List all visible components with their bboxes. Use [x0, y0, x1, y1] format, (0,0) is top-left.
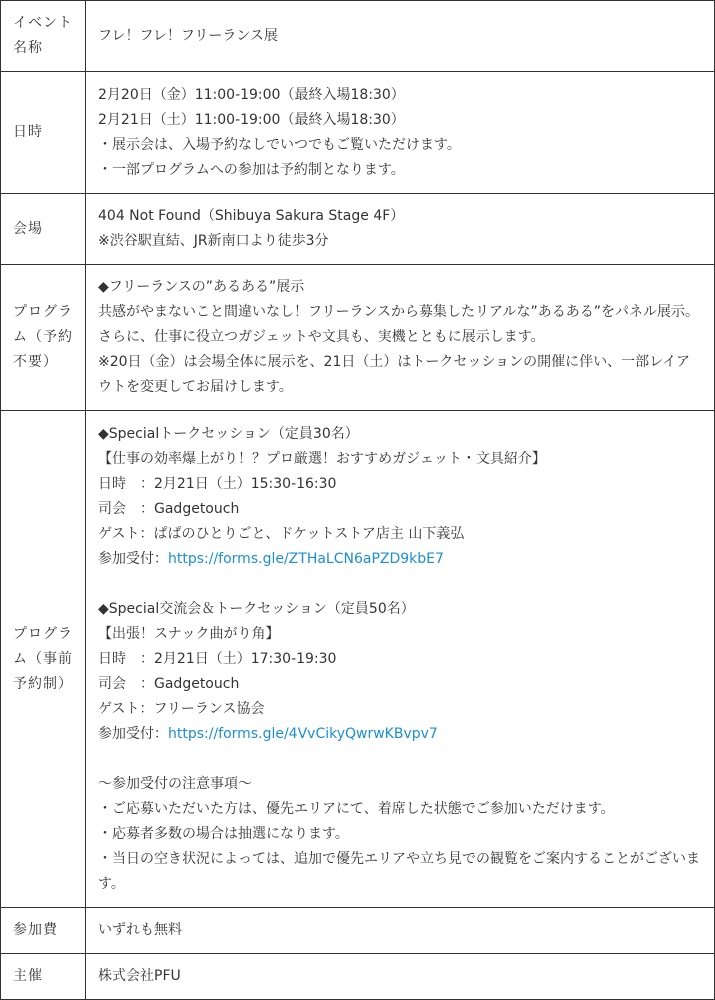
datetime-line-3: ・展示会は、入場予約なしでいつでもご覧いただけます。	[98, 136, 461, 153]
session1-title: ◆Specialトークセッション（定員30名）	[98, 425, 359, 442]
session1-host: 司会 ：Gadgetouch	[98, 500, 240, 517]
session1-guest: ゲスト：ぱぱのひとりごと、ドケットストア店主 山下義弘	[98, 525, 465, 542]
program-open-note: ※20日（金）は会場全体に展示を、21日（土）はトークセッションの開催に伴い、一部レイアウトを変更してお届けします。	[98, 354, 690, 395]
datetime-line-1: 2月20日（金）11:00-19:00（最終入場18:30）	[98, 86, 405, 103]
session2-datetime: 日時 ：2月21日（土）17:30-19:30	[98, 650, 337, 667]
datetime-line-4: ・一部プログラムへの参加は予約制となります。	[98, 161, 405, 178]
program-open-value	[86, 265, 715, 411]
table-row-event-name	[1, 1, 715, 72]
program-open-title: ◆フリーランスの”あるある”展示	[98, 279, 305, 295]
session1-apply	[98, 547, 702, 572]
table-row-program-open	[1, 265, 715, 411]
session2-guest: ゲスト：フリーランス協会	[98, 700, 265, 717]
session2-apply-prefix: 参加受付：	[98, 725, 168, 742]
session2-apply	[98, 722, 702, 747]
session2-apply-link[interactable]: https://forms.gle/4VvCikyQwrwKBvpv7	[168, 725, 438, 742]
spacer	[98, 747, 702, 772]
row-label-event-name: イベント名称	[1, 1, 86, 72]
table-row-organizer	[1, 954, 715, 1000]
session1-apply-prefix: 参加受付：	[98, 550, 168, 567]
venue-value	[86, 194, 715, 265]
venue-line-2: ※渋谷駅直結、JR新南口より徒歩3分	[98, 233, 329, 249]
row-label-venue: 会場	[1, 194, 86, 265]
notes-item-1: ・ご応募いただいた方は、優先エリアにて、着席した状態でご参加いただけます。	[98, 800, 615, 817]
table-row-fee	[1, 908, 715, 954]
venue-line-1: 404 Not Found（Shibuya Sakura Stage 4F）	[98, 208, 405, 224]
row-label-organizer: 主催	[1, 954, 86, 1000]
row-label-datetime: 日時	[1, 72, 86, 194]
event-name-value: フレ！フレ！フリーランス展	[86, 1, 715, 72]
notes-title: ～参加受付の注意事項～	[98, 775, 252, 792]
session1-apply-link[interactable]: https://forms.gle/ZTHaLCN6aPZD9kbE7	[168, 550, 444, 567]
row-label-program-open: プログラム（予約不要）	[1, 265, 86, 411]
session1-subtitle: 【仕事の効率爆上がり！？プロ厳選！おすすめガジェット・文具紹介】	[98, 450, 546, 467]
row-label-fee: 参加費	[1, 908, 86, 954]
program-reserved-value	[86, 411, 715, 908]
notes-item-3: ・当日の空き状況によっては、追加で優先エリアや立ち見での観覧をご案内することがございます。	[98, 850, 700, 892]
table-row-datetime	[1, 72, 715, 194]
session1-datetime: 日時 ：2月21日（土）15:30-16:30	[98, 475, 337, 492]
program-open-desc: 共感がやまないこと間違いなし！フリーランスから募集したリアルな”あるある”をパネル展示。さらに、仕事に役立つガジェットや文具も、実機とともに展示します。	[98, 304, 699, 345]
session2-host: 司会 ：Gadgetouch	[98, 675, 240, 692]
session2-subtitle: 【出張！スナック曲がり角】	[98, 625, 280, 642]
spacer	[98, 572, 702, 597]
table-row-venue	[1, 194, 715, 265]
table-row-program-reserved	[1, 411, 715, 908]
organizer-value: 株式会社PFU	[86, 954, 715, 1000]
notes-item-2: ・応募者多数の場合は抽選になります。	[98, 825, 349, 842]
session2-title: ◆Special交流会＆トークセッション（定員50名）	[98, 600, 415, 617]
row-label-program-reserved: プログラム（事前予約制）	[1, 411, 86, 908]
datetime-value	[86, 72, 715, 194]
fee-value: いずれも無料	[86, 908, 715, 954]
datetime-line-2: 2月21日（土）11:00-19:00（最終入場18:30）	[98, 111, 405, 128]
